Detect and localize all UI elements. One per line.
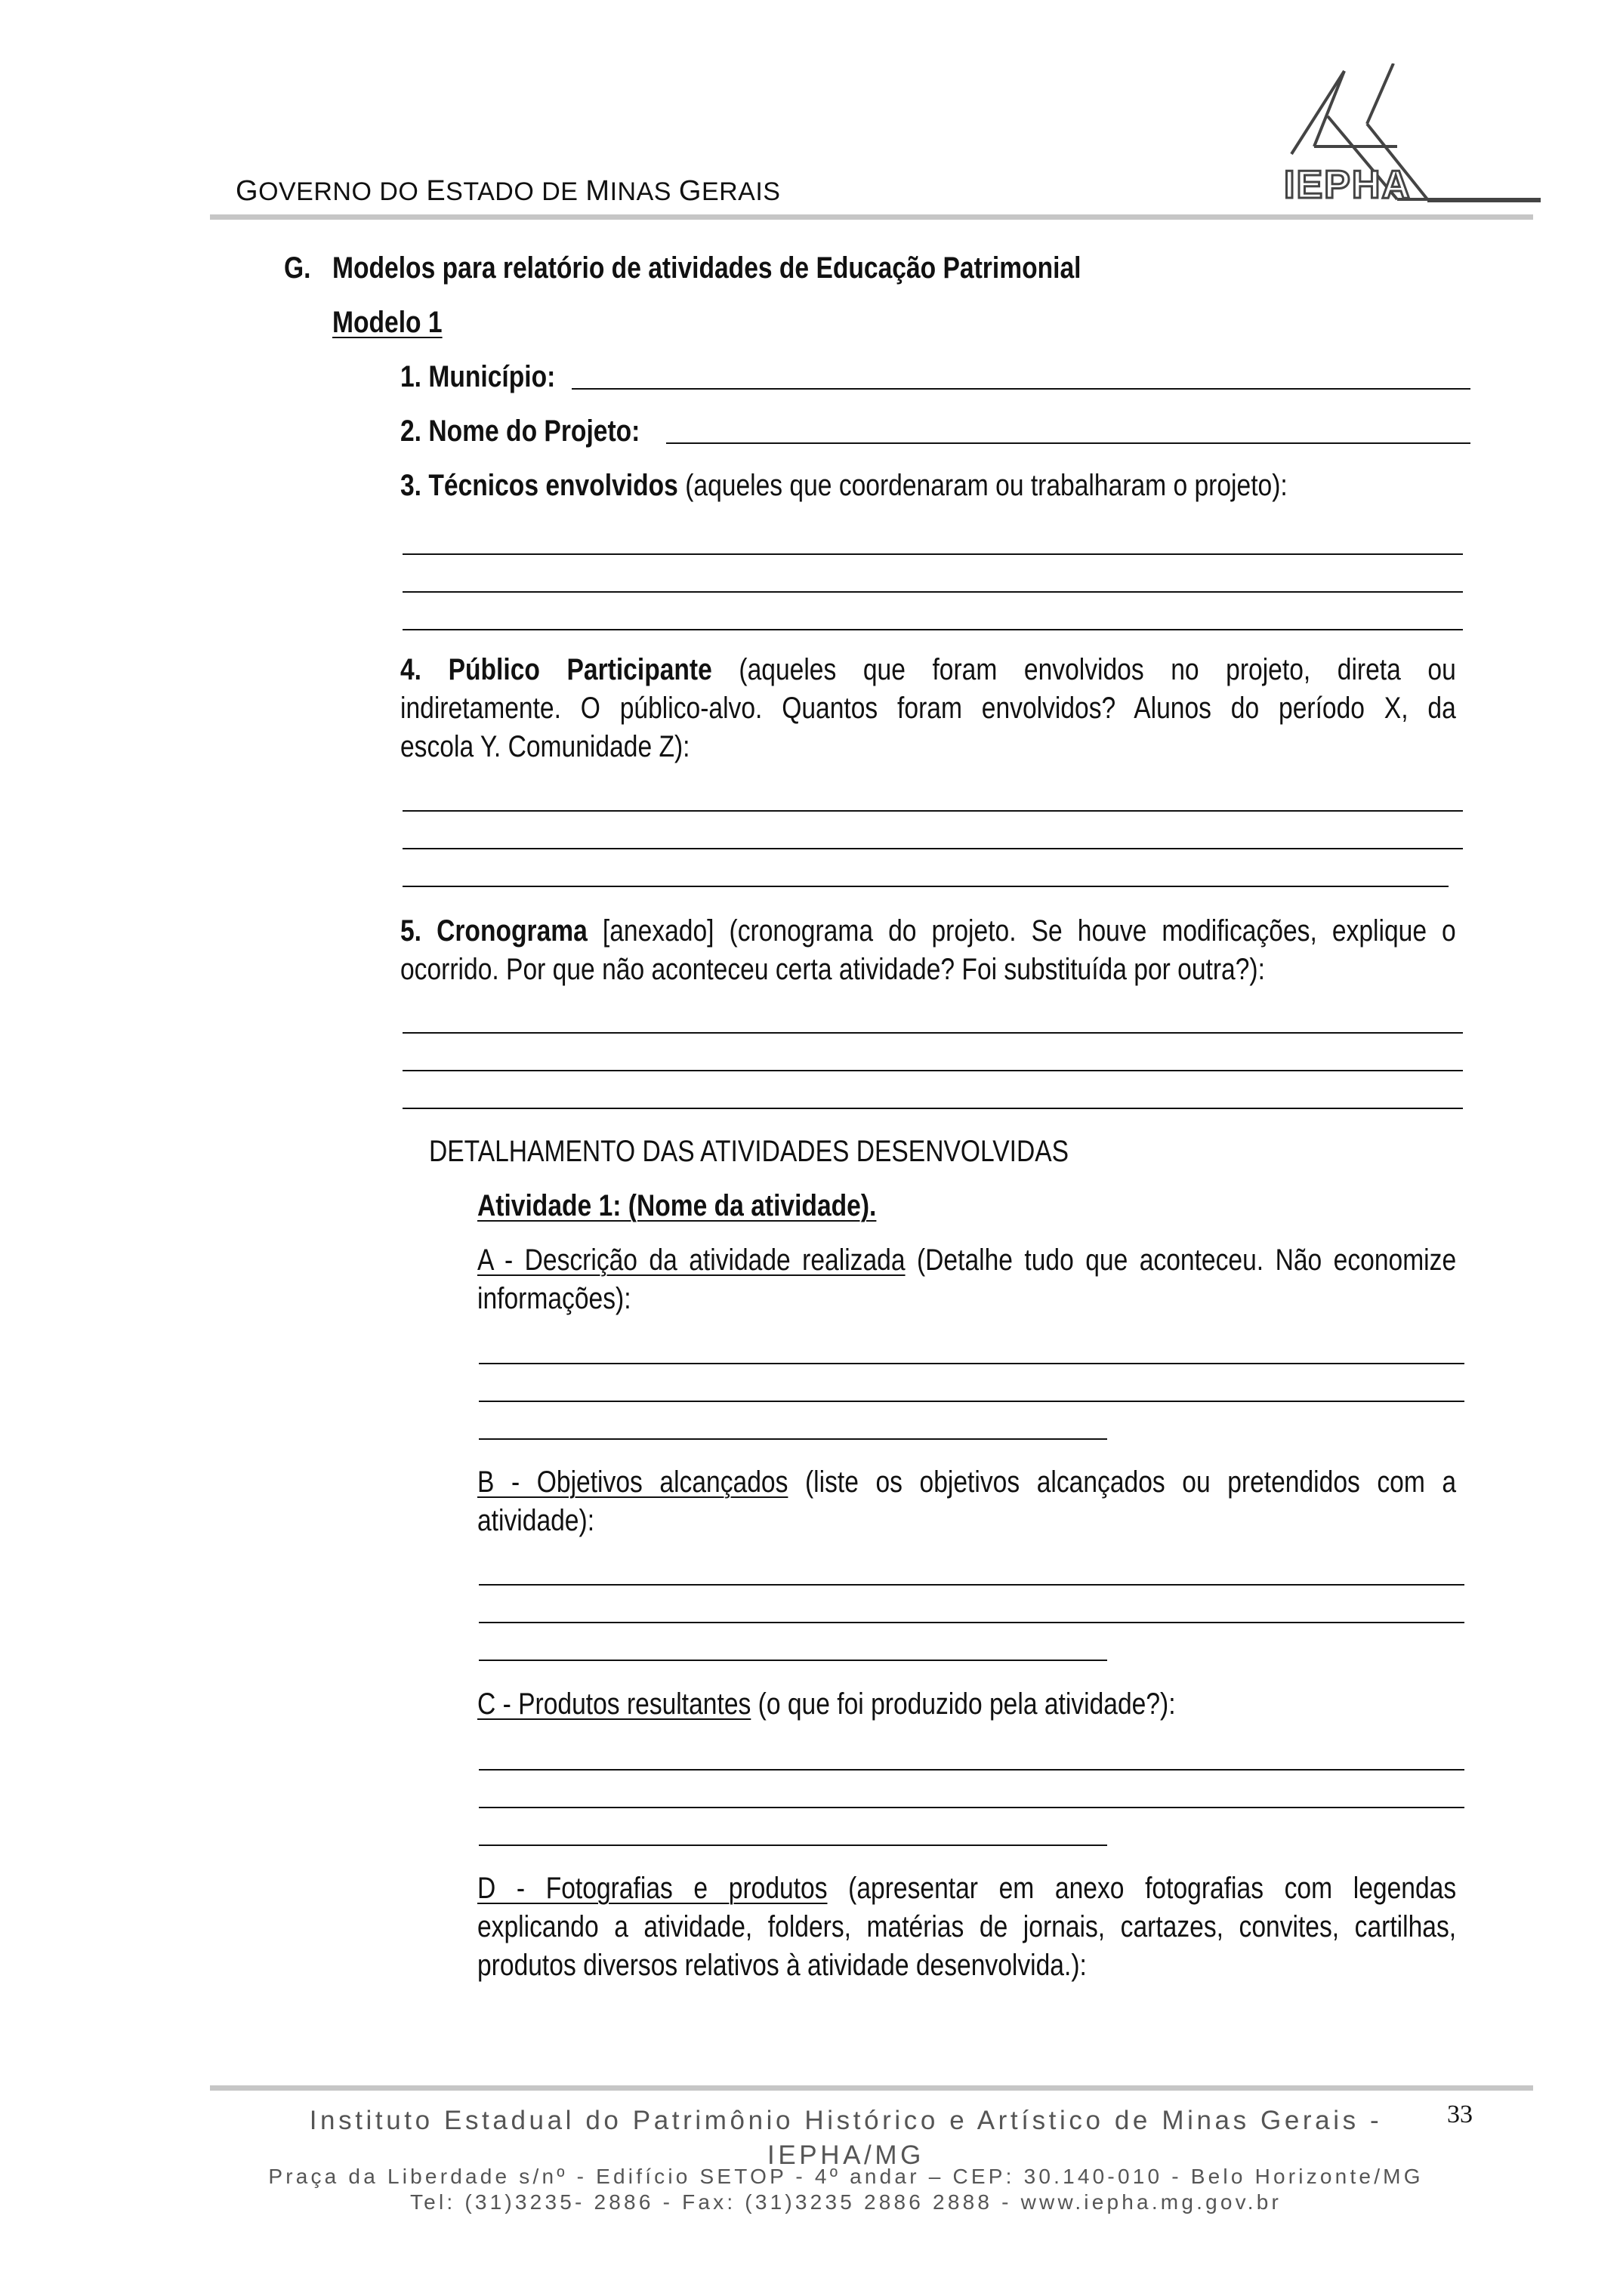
fotografias-paragraph: D - Fotografias e produtos (apresentar em anexo fotografias com legendas explicando a atividade, folders, matérias de jornais, cartazes, convites, cartilhas, produtos diversos relativos à atividade desenvolvida.): — [477, 1872, 1457, 1982]
publico-line-1[interactable] — [403, 810, 1463, 812]
objetivos-line-3[interactable] — [479, 1660, 1107, 1661]
cronograma-line-1[interactable] — [403, 1032, 1463, 1034]
tecnicos-line-1[interactable] — [403, 553, 1463, 555]
objetivos-paragraph: B - Objetivos alcançados (liste os objetivos alcançados ou pretendidos com a atividade): — [477, 1465, 1457, 1537]
section-title: Modelos para relatório de atividades de Educação Patrimonial — [332, 251, 1081, 285]
municipio-label: 1. Município: — [400, 360, 556, 393]
publico-line-2[interactable] — [403, 848, 1463, 849]
municipio-field-line[interactable] — [572, 388, 1470, 390]
footer-contact: Tel: (31)3235- 2886 - Fax: (31)3235 2886 2888 - www.iepha.mg.gov.br — [409, 2190, 1282, 2214]
detalhamento-heading: DETALHAMENTO DAS ATIVIDADES DESENVOLVIDAS — [429, 1135, 1069, 1168]
descricao-line-2[interactable] — [479, 1401, 1464, 1402]
header-divider — [210, 214, 1533, 220]
publico-paragraph: 4. Público Participante (aqueles que foram envolvidos no projeto, direta ou indiretamente. O público-alvo. Quantos foram envolvidos? Alunos do período X, da escola Y. Comunidade Z): — [400, 653, 1456, 763]
produtos-line-3[interactable] — [479, 1845, 1107, 1846]
produtos-label: C - Produtos resultantes (o que foi produzido pela atividade?): — [477, 1687, 1176, 1721]
objetivos-line-2[interactable] — [479, 1622, 1464, 1623]
footer-address: Praça da Liberdade s/nº - Edifício SETOP - 4º andar – CEP: 30.140-010 - Belo Horizonte/MG Tel: (31)3235- 2886 - Fax: (31)3235 2886 2888 - www.iepha.mg.gov.br — [227, 2164, 1465, 2215]
footer-divider — [210, 2085, 1533, 2091]
produtos-line-1[interactable] — [479, 1769, 1464, 1771]
nome-projeto-label: 2. Nome do Projeto: — [400, 415, 640, 448]
government-header: GOVERNO DO ESTADO DE MINAS GERAIS — [236, 175, 781, 207]
descricao-paragraph: A - Descrição da atividade realizada (Detalhe tudo que aconteceu. Não economize informações): — [477, 1244, 1457, 1315]
descricao-line-3[interactable] — [479, 1438, 1107, 1440]
atividade-title: Atividade 1: (Nome da atividade). — [477, 1189, 877, 1222]
objetivos-line-1[interactable] — [479, 1584, 1464, 1586]
produtos-line-2[interactable] — [479, 1807, 1464, 1808]
cronograma-line-2[interactable] — [403, 1070, 1463, 1071]
iepha-logo — [1284, 63, 1541, 207]
publico-line-3[interactable] — [403, 886, 1449, 887]
descricao-line-1[interactable] — [479, 1363, 1464, 1364]
tecnicos-line-2[interactable] — [403, 591, 1463, 593]
section-letter: G. — [284, 251, 311, 285]
nome-projeto-field-line[interactable] — [666, 442, 1470, 444]
cronograma-line-3[interactable] — [403, 1108, 1463, 1109]
modelo-heading: Modelo 1 — [332, 306, 443, 339]
footer-institute: Instituto Estadual do Patrimônio Histórico e Artístico de Minas Gerais - IEPHA/MG — [309, 2106, 1383, 2170]
page-number: 33 — [1447, 2100, 1473, 2128]
cronograma-paragraph: 5. Cronograma [anexado] (cronograma do projeto. Se houve modificações, explique o ocorrido. Por que não aconteceu certa atividade? Foi substituída por outra?): — [400, 914, 1456, 986]
logo-text: IEPHA — [1284, 163, 1412, 207]
tecnicos-label: 3. Técnicos envolvidos (aqueles que coordenaram ou trabalharam o projeto): — [400, 469, 1288, 502]
tecnicos-line-3[interactable] — [403, 629, 1463, 630]
